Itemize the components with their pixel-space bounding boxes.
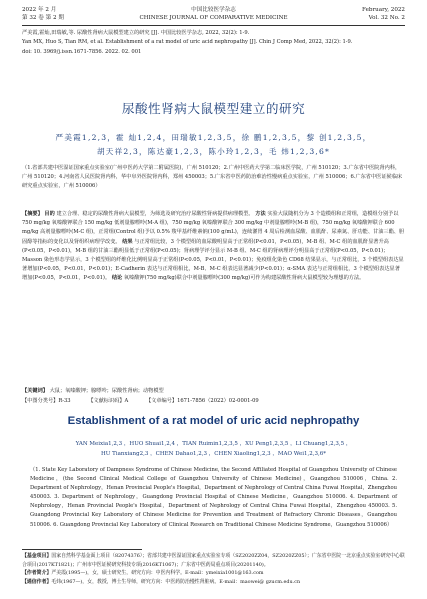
footnote-corresponding <box>22 578 405 587</box>
results-text: 与正常组比较，3 个模型组的血尿酸明显高于正常组(P<0.01，P<0.05)，M-B 组、M-C 组的血肌酐显著升高(P<0.05，P<0.01)，M-B 组的甘油三酯明显低于正常组(P<0.05)；肾病理学评分显示 M-B 组、M-C 组的肾病理评分明显高于正常组(P<0.05，P<0.01)；Masson 染色形态学显示，3 个模型组的纤维化比例明显高于正常组(P<0.05，P<0.01，P<0.01)；免疫组化染色 CD68 结果显示，与正常组比，3 个模型组表达显著增加(P<0.05，P<0.01，P<0.01)；E-Cadherin 表达与正常组相比，M-B、M-C 组表达显著减少(P<0.01)；α-SMA 表达与正常组相比，3 个模型组表达显著增加(P<0.05，P<0.01，P<0.01)。 <box>22 238 404 282</box>
citation-cn: 严美霞,霍灿,田瑞敏,等. 尿酸性肾病大鼠模型建立的研究 [J]. 中国比较医学杂志, 2022, 32(2): 1-9. <box>22 30 250 36</box>
header-journal <box>22 6 405 22</box>
keywords-label: 【关键词】 <box>22 388 48 394</box>
conclusion-label: 结论 <box>111 275 123 282</box>
header-right <box>362 6 405 22</box>
affiliations-en: （1. State Key Laboratory of Dampness Syndrome of Chinese Medicine, the Second Affiliated Hospital of Guangzhou University of Chinese Medicine，(the Second Clinical Medical College of Guangzhou University of Chinese Medicine)，Guangzhou 510006，China. 2. Department of Nephrology，Henan Provincial People's Hospital，Department of Nephrology of Central China Fuwai Hospital，Zhengzhou 450003. 3. Department of Nephrology，Guangdong Provincial Hospital of Chinese Medicine，Guangzhou 510006. 4. Department of Nephrology，Henan Provincial People's Hospital，Department of Nephrology of Central China Fuwai Hospital，Zhengzhou 450003. 5. Guangdong Provincial Key Laboratory of Chinese Medicine for Prevention and Treatment of Refractory Chronic Diseases，Guangzhou 510006. 6. Guangdong Provincial Key Laboratory of Clinical Research on Traditional Chinese Medicine Syndrome，Guangzhou 510006） <box>30 467 397 528</box>
document-code: 【文献标识码】A <box>88 398 129 404</box>
clc-number: 【中图分类号】R-33 <box>22 398 71 404</box>
results-label: 结果 <box>122 238 133 245</box>
citation-doi: doi: 10. 3969/j.issn.1671-7856. 2022. 02. 001 <box>22 48 142 55</box>
corresponding-label: 【通信作者】 <box>22 578 52 585</box>
citation-en: Yan MX, Huo S, Tian RM, et al. Establishment of a rat model of uric acid nephropathy [J]. Chin J Comp Med, 2022, 32(2): 1-9. <box>22 39 353 46</box>
methods-text: 实验大鼠随机分为 3 个造模组和正常组，造模组分别予以 750 mg/kg 氧嗪酸钾联合 150 mg/kg 低剂量腺嘌呤(M-A 组)，750 mg/kg 氧嗪酸钾联合 300 mg/kg 中剂量腺嘌呤(M-B 组)，750 mg/kg 氧嗪酸钾联合 600 mg/kg 高剂量腺嘌呤(M-C 组)，正常组(Control 组)予以 0.5% 羧甲基纤维素钠(100 g/mL)，连续灌胃 4 周后检测血尿酸、血肌酐、尿素氮、肝功能、甘油三酯、胆固醇等指标的变化以及肾组织病理学改变。 <box>22 211 405 245</box>
author-list-cn <box>30 131 397 159</box>
funding-label: 【基金项目】 <box>22 553 52 559</box>
author-line-2: 胡天祥2,3，陈达豪1,2,3，陈小玲1,2,3，毛 炜1,2,3,6* <box>96 147 330 156</box>
conclusion-text: 氧嗪酸钾(750 mg/kg)联合中剂量腺嘌呤(300 mg/kg)可作为构建尿酸性肾病大鼠模型较为理想的方法。 <box>123 275 365 282</box>
author-line-1: 严美霞1,2,3，霍 灿1,2,4，田瑞敏1,2,3,5，徐 鹏1,2,3,5，黎 创1,2,3,5， <box>55 133 372 142</box>
author-bio-text: 严美霞(1995—)，女，硕士研究生，研究方向：中医内科学。E-mail：ymeixia1001@163.com <box>51 570 264 577</box>
header-date: 2022 年 2 月 <box>22 7 57 13</box>
citation-block <box>22 29 405 57</box>
header-volume-en: Vol. 32 No. 2 <box>368 15 405 21</box>
header-journal-cn: 中国比较医学杂志 <box>191 7 236 13</box>
objective-text: 建立合理、稳定的尿酸性肾病大鼠模型，为筛选及研究治疗尿酸性肾病提供病理模型。 <box>56 211 254 217</box>
header-date-en: February, 2022 <box>362 7 405 13</box>
article-number: 【文章编号】1671-7856（2022）02-0001-09 <box>145 398 259 404</box>
author-line-en-1: YAN Meixia1,2,3 ，HUO Shuai1,2,4 ，TIAN Ruimin1,2,3,5 ，XU Peng1,2,3,5 ，LI Chuang1,2,3,5 ， <box>75 441 352 447</box>
footnote-funding <box>22 552 405 569</box>
objective-label: 目的 <box>44 211 55 217</box>
article-title-en: Establishment of a rat model of uric acid nephropathy <box>67 415 360 427</box>
header-journal-en: CHINESE JOURNAL OF COMPARATIVE MEDICINE <box>139 15 288 21</box>
abstract-cn <box>22 210 405 284</box>
article-title-cn: 尿酸性肾病大鼠模型建立的研究 <box>121 101 306 116</box>
author-list-en <box>30 440 397 459</box>
header-volume: 第 32 卷 第 2 期 <box>22 15 64 21</box>
header-rule <box>22 25 405 26</box>
footnotes <box>22 552 405 586</box>
corresponding-text: 毛炜(1967—)，女，教授，博士生导师，研究方向：中医药防治慢性肾脏病。E-mail：maowei@ gzucm.edu.cn <box>51 578 301 585</box>
author-line-en-2: HU Tianxiang2,3 ，CHEN Dahao1,2,3 ，CHEN Xiaoling1,2,3 ，MAO Wei1,2,3,6* <box>100 450 326 457</box>
funding-text: 国家自然科学基金面上项目（82074376）；省部共建中医湿证国家重点实验室专项（SZ2020ZZ04，SZ2020ZZ05）；广东省中医院一北京重点实验室研究中心联合项目(2017KT1821)；广州市中医证候研究科技专项(2016KT1067)；广东省中医药局重点项目(20201140)。 <box>22 553 405 568</box>
keywords-text: 大鼠；氧嗪酸钾；腺嘌呤；尿酸性肾病；动物模型 <box>49 388 164 394</box>
keywords-cn <box>22 387 405 396</box>
affiliations-cn: （1.省部共建中医湿证国家重点实验室(广州中医药大学第二附属医院)，广州 510120；2.广州中医药大学第二临床医学院，广州 510120；3.广东省中医院肾内科，广州 510120；4.河南省人民医院肾内科，华中阜外医院肾内科，郑州 450003；5.广东省中医药防治难治性慢病重点实验室，广州 510006；6.广东省中医证候临床研究重点实验室，广州 510006） <box>22 165 403 189</box>
classification-cn <box>22 397 405 406</box>
methods-label: 方法 <box>255 211 266 217</box>
footnote-rule <box>22 549 142 550</box>
footnote-author <box>22 569 405 578</box>
author-bio-label: 【作者简介】 <box>22 570 52 577</box>
abstract-label: 【摘要】 <box>22 211 43 217</box>
